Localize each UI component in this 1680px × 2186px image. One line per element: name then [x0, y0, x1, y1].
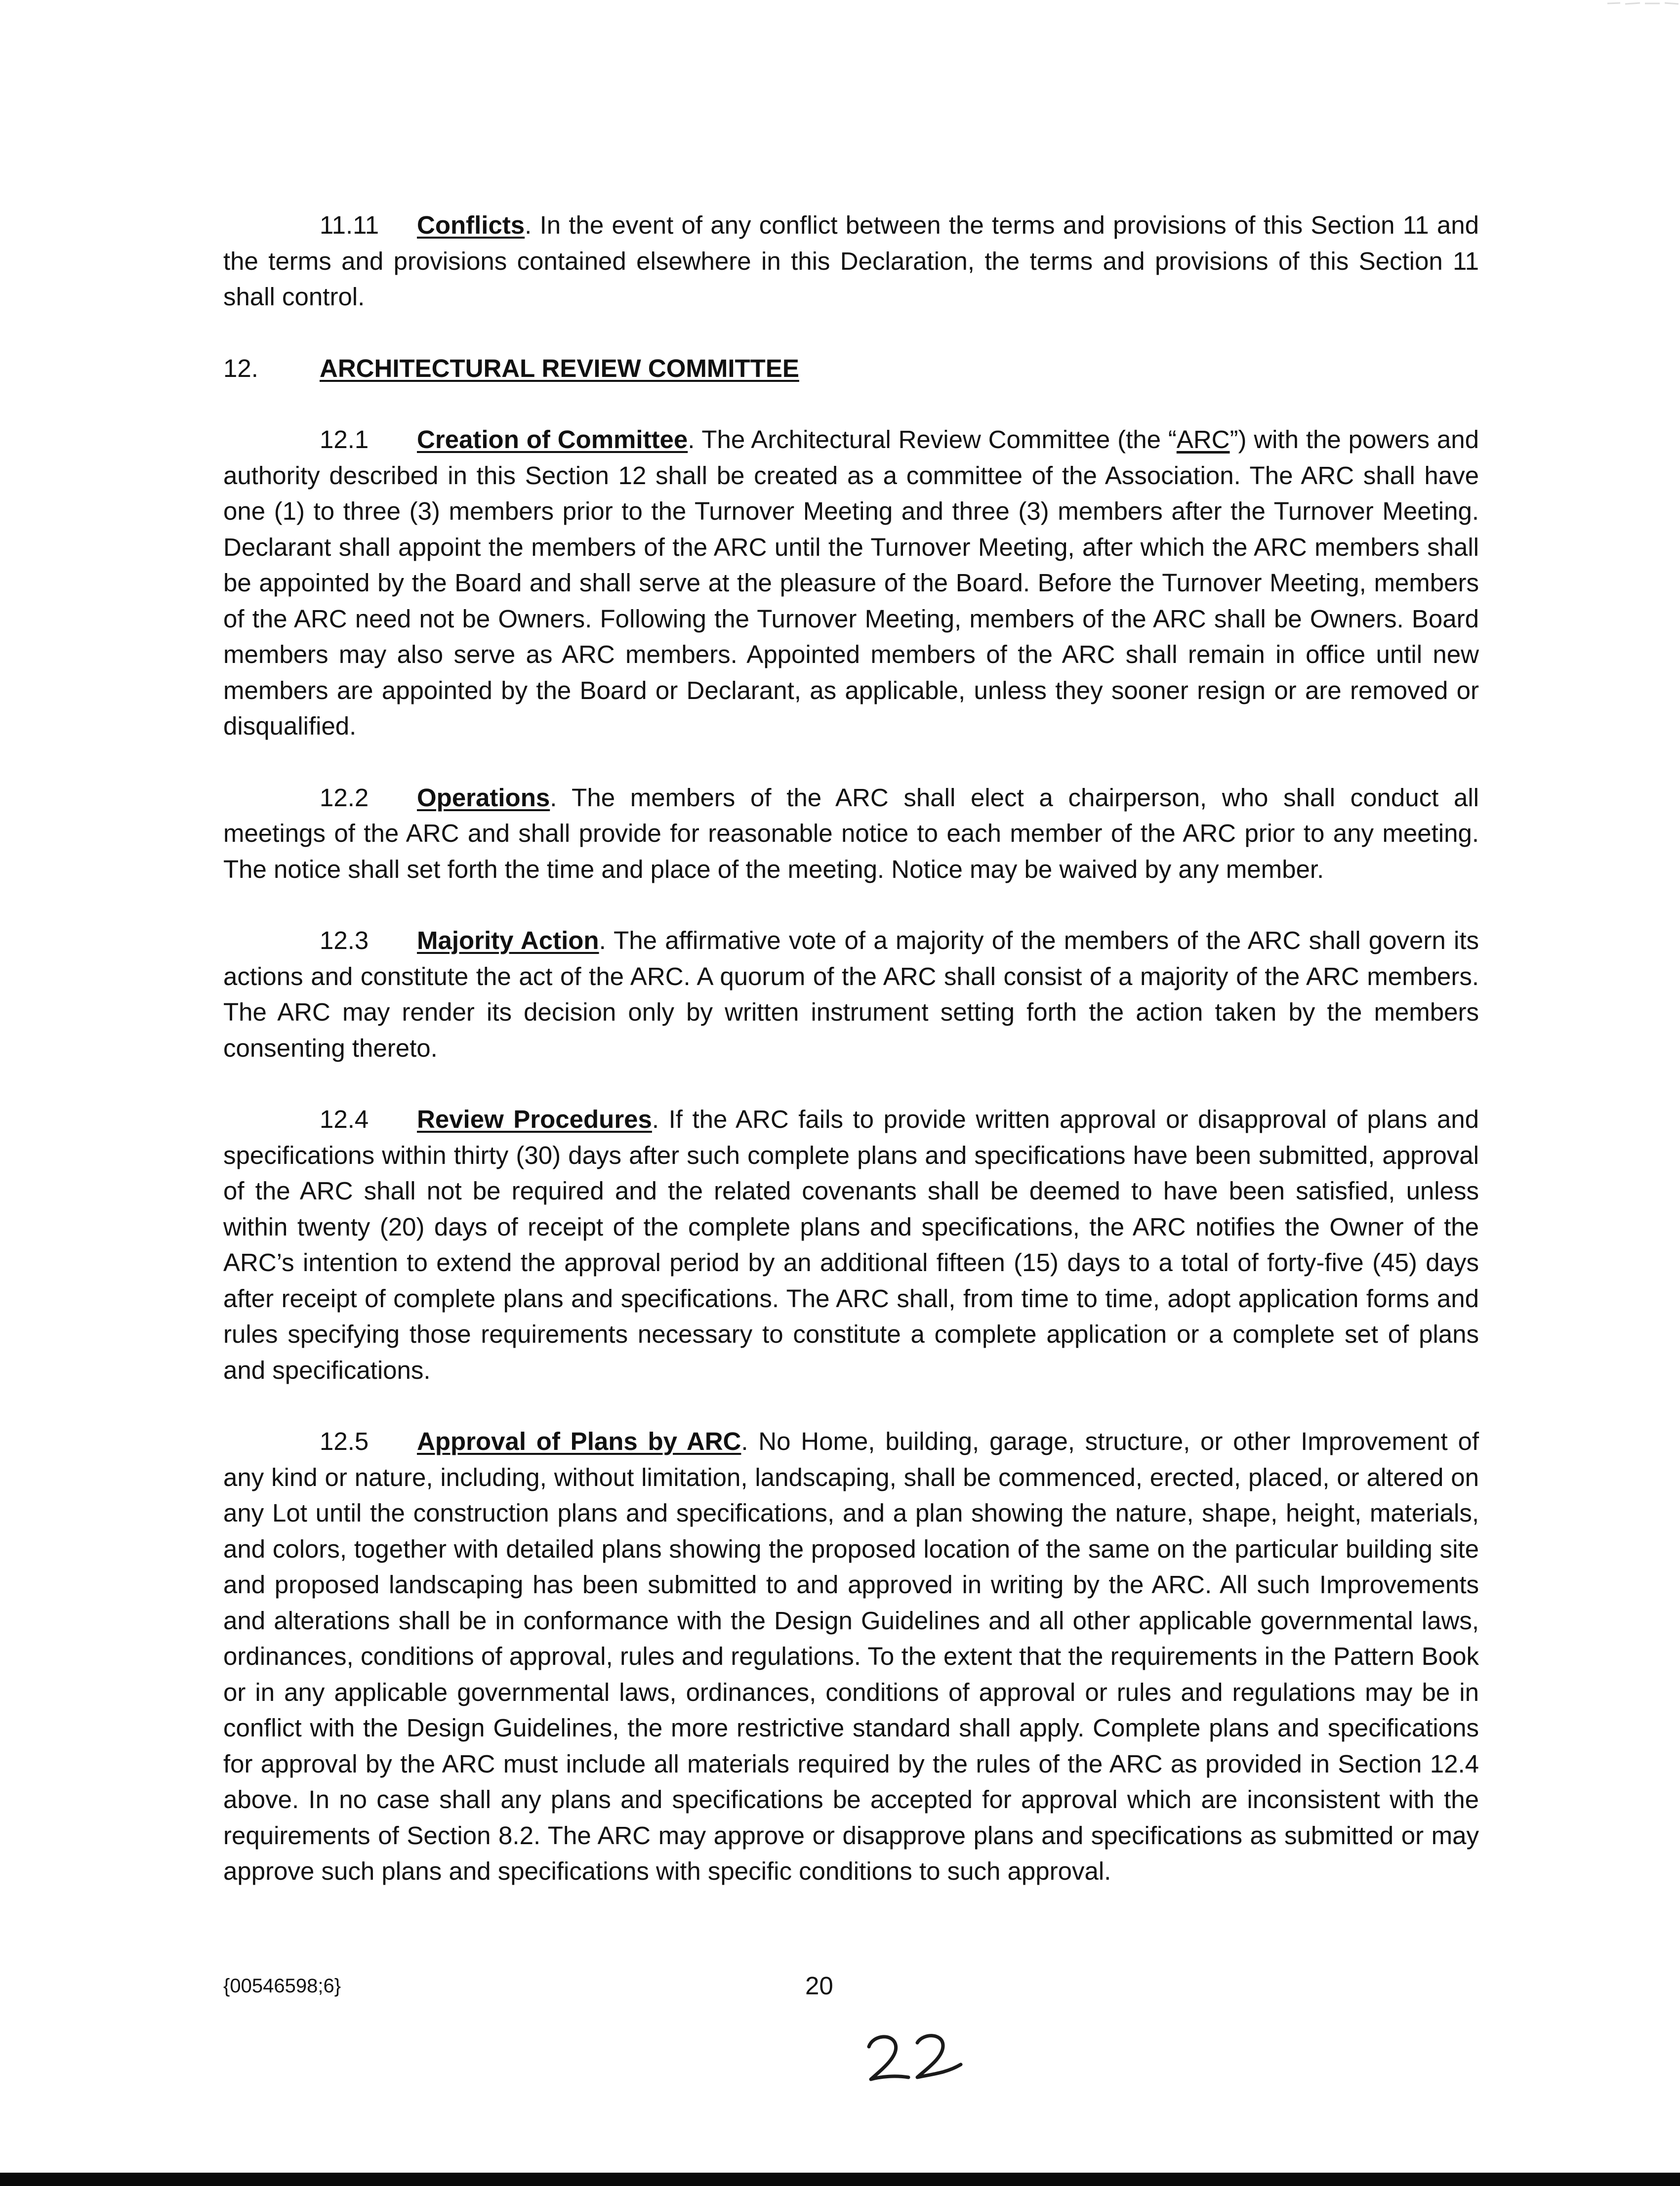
arc-defined-term: ARC	[1176, 425, 1230, 454]
document-body	[223, 207, 1479, 1890]
section-11-11	[223, 207, 1479, 315]
section-title: Approval of Plans by ARC	[417, 1427, 741, 1455]
section-body: . The affirmative vote of a majority of the members of the ARC shall govern its actions and constitute the act of the ARC. A quorum of the ARC shall consist of a majority of the ARC members. The ARC may render its decision only by written instrument setting forth the action taken by the members consenting thereto.	[223, 926, 1479, 1062]
section-number: 12.4	[320, 1105, 369, 1133]
section-number: 12.1	[320, 425, 369, 454]
page-number: 20	[805, 1972, 833, 2000]
scan-edge-mark	[1605, 0, 1680, 6]
section-12-4	[223, 1102, 1479, 1388]
section-12-1	[223, 422, 1479, 744]
section-12-3	[223, 923, 1479, 1066]
section-12-5	[223, 1424, 1479, 1890]
section-number: 12.5	[320, 1427, 369, 1455]
section-title: Conflicts	[417, 211, 525, 239]
section-title: Majority Action	[417, 926, 599, 954]
section-title: ARCHITECTURAL REVIEW COMMITTEE	[320, 354, 799, 382]
handwritten-page-number	[862, 2028, 976, 2087]
section-title: Review Procedures	[417, 1105, 652, 1133]
section-number: 12.	[223, 354, 258, 382]
section-title: Operations	[417, 783, 550, 812]
section-number: 11.11	[320, 211, 379, 239]
handwritten-22-drawing	[862, 2028, 976, 2087]
section-body: . In the event of any conflict between the terms and provisions of this Section 11 and the terms and provisions contained elsewhere in this Declaration, the terms and provisions of this Section 11 shall control.	[223, 211, 1479, 311]
document-id: {00546598;6}	[223, 1975, 341, 1997]
section-number: 12.3	[320, 926, 369, 954]
section-body-part-a: . The Architectural Review Committee (the “	[688, 425, 1177, 454]
section-body: . No Home, building, garage, structure, or other Improvement of any kind or nature, including, without limitation, landscaping, shall be commenced, erected, placed, or altered on any Lot until the construction plans and specifications, and a plan showing the nature, shape, height, materials, and colors, together with detailed plans showing the proposed location of the same on the particular building site and proposed landscaping has been submitted to and approved in writing by the ARC. All such Improvements and alterations shall be in conformance with the Design Guidelines and all other applicable governmental laws, ordinances, conditions of approval, rules and regulations. To the extent that the requirements in the Pattern Book or in any applicable governmental laws, ordinances, conditions of approval or rules and regulations may be in conflict with the Design Guidelines, the more restrictive standard shall apply. Complete plans and specifications for approval by the ARC must include all materials required by the rules of the ARC as provided in Section 12.4 above. In no case shall any plans and specifications be accepted for approval which are inconsistent with the requirements of Section 8.2. The ARC may approve or disapprove plans and specifications as submitted or may approve such plans and specifications with specific conditions to such approval.	[223, 1427, 1479, 1885]
section-12-heading	[223, 351, 1479, 387]
section-number: 12.2	[320, 783, 369, 812]
section-body: . The members of the ARC shall elect a chairperson, who shall conduct all meetings of the ARC and shall provide for reasonable notice to each member of the ARC prior to any meeting. The notice shall set forth the time and place of the meeting. Notice may be waived by any member.	[223, 783, 1479, 883]
section-body-part-b: ”) with the powers and authority described in this Section 12 shall be created as a committee of the Association. The ARC shall have one (1) to three (3) members prior to the Turnover Meeting and three (3) members after the Turnover Meeting. Declarant shall appoint the members of the ARC until the Turnover Meeting, after which the ARC members shall be appointed by the Board and shall serve at the pleasure of the Board. Before the Turnover Meeting, members of the ARC need not be Owners. Following the Turnover Meeting, members of the ARC shall be Owners. Board members may also serve as ARC members. Appointed members of the ARC shall remain in office until new members are appointed by the Board or Declarant, as applicable, unless they sooner resign or are removed or disqualified.	[223, 425, 1479, 740]
scan-bottom-edge	[0, 2173, 1680, 2186]
section-12-2	[223, 780, 1479, 888]
section-body: . If the ARC fails to provide written approval or disapproval of plans and specifications within thirty (30) days after such complete plans and specifications have been submitted, approval of the ARC shall not be required and the related covenants shall be deemed to have been satisfied, unless within twenty (20) days of receipt of the complete plans and specifications, the ARC notifies the Owner of the ARC’s intention to extend the approval period by an additional fifteen (15) days to a total of forty-five (45) days after receipt of complete plans and specifications. The ARC shall, from time to time, adopt application forms and rules specifying those requirements necessary to constitute a complete application or a complete set of plans and specifications.	[223, 1105, 1479, 1384]
section-title: Creation of Committee	[417, 425, 688, 454]
